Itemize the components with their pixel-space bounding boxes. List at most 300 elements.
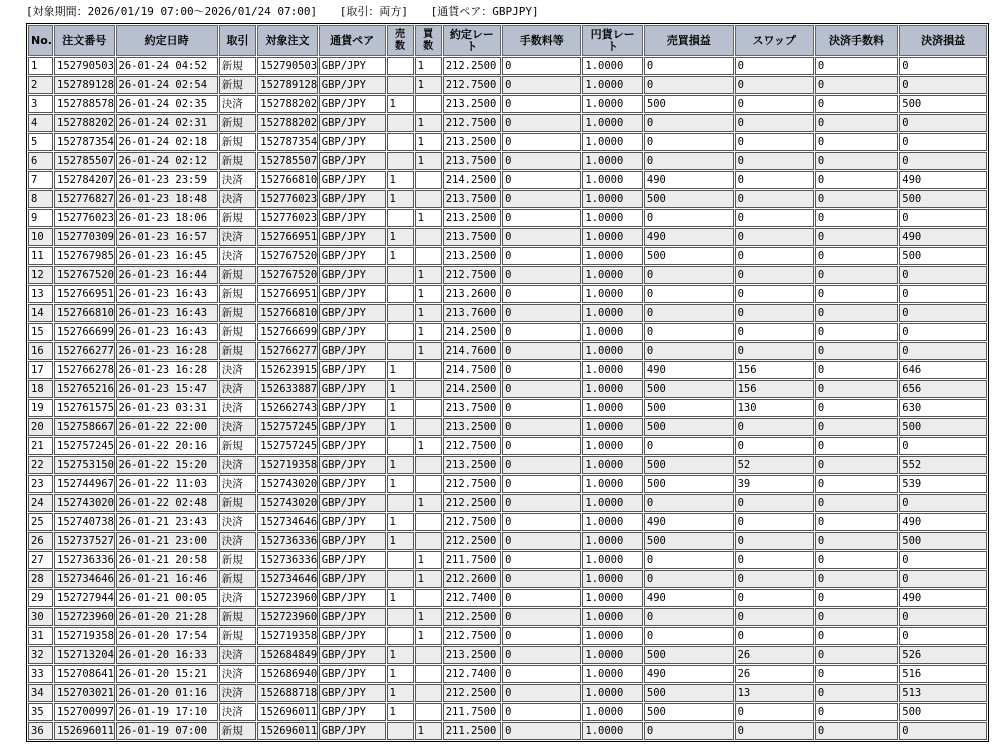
cell-target-order: 152766810 xyxy=(257,304,317,322)
cell-target-order: 152766951 xyxy=(257,285,317,303)
cell-trading-pl: 0 xyxy=(644,266,734,284)
cell-settlement-fee: 0 xyxy=(815,399,898,417)
cell-fees: 0 xyxy=(502,513,581,531)
cell-settlement-fee: 0 xyxy=(815,171,898,189)
cell-swap: 0 xyxy=(735,551,814,569)
cell-settlement-fee: 0 xyxy=(815,95,898,113)
cell-buy-qty: 1 xyxy=(415,57,442,75)
cell-sell-qty xyxy=(387,152,414,170)
filter-summary xyxy=(26,4,555,20)
cell-order-id: 152700997 xyxy=(54,703,114,721)
cell-no: 19 xyxy=(28,399,53,417)
cell-fees: 0 xyxy=(502,57,581,75)
cell-executed-at: 26-01-23 16:44 xyxy=(116,266,218,284)
cell-target-order: 152723960 xyxy=(257,608,317,626)
cell-target-order: 152662743 xyxy=(257,399,317,417)
cell-target-order: 152734646 xyxy=(257,570,317,588)
cell-target-order: 152766951 xyxy=(257,228,317,246)
cell-trading-pl: 500 xyxy=(644,532,734,550)
col-header-target-order: 対象注文 xyxy=(257,25,317,56)
cell-order-id: 152766699 xyxy=(54,323,114,341)
cell-executed-at: 26-01-24 02:35 xyxy=(116,95,218,113)
cell-order-id: 152696011 xyxy=(54,722,114,740)
cell-sell-qty xyxy=(387,133,414,151)
cell-execution-rate: 212.2500 xyxy=(443,684,501,702)
cell-fees: 0 xyxy=(502,133,581,151)
cell-buy-qty xyxy=(415,95,442,113)
table-row xyxy=(28,646,987,664)
cell-buy-qty: 1 xyxy=(415,152,442,170)
cell-trading-pl: 0 xyxy=(644,304,734,322)
cell-currency-pair: GBP/JPY xyxy=(319,266,386,284)
cell-settlement-fee: 0 xyxy=(815,437,898,455)
cell-target-order: 152633887 xyxy=(257,380,317,398)
cell-buy-qty xyxy=(415,418,442,436)
cell-execution-rate: 211.7500 xyxy=(443,703,501,721)
col-header-no: No. xyxy=(28,25,53,56)
cell-yen-rate: 1.0000 xyxy=(582,95,642,113)
col-header-trade-type: 取引 xyxy=(219,25,257,56)
cell-sell-qty xyxy=(387,76,414,94)
cell-no: 17 xyxy=(28,361,53,379)
cell-settlement-fee: 0 xyxy=(815,380,898,398)
cell-trading-pl: 490 xyxy=(644,665,734,683)
cell-yen-rate: 1.0000 xyxy=(582,190,642,208)
cell-sell-qty: 1 xyxy=(387,665,414,683)
cell-order-id: 152776827 xyxy=(54,190,114,208)
cell-buy-qty: 1 xyxy=(415,304,442,322)
cell-trade-type: 新規 xyxy=(219,304,257,322)
cell-execution-rate: 212.7500 xyxy=(443,114,501,132)
cell-trade-type: 新規 xyxy=(219,57,257,75)
cell-yen-rate: 1.0000 xyxy=(582,589,642,607)
cell-trade-type: 決済 xyxy=(219,190,257,208)
cell-settlement-fee: 0 xyxy=(815,152,898,170)
cell-currency-pair: GBP/JPY xyxy=(319,513,386,531)
cell-trade-type: 決済 xyxy=(219,589,257,607)
cell-execution-rate: 213.2600 xyxy=(443,285,501,303)
cell-target-order: 152743020 xyxy=(257,475,317,493)
cell-swap: 0 xyxy=(735,76,814,94)
cell-settlement-pl: 539 xyxy=(899,475,987,493)
cell-yen-rate: 1.0000 xyxy=(582,418,642,436)
cell-trade-type: 決済 xyxy=(219,95,257,113)
cell-yen-rate: 1.0000 xyxy=(582,703,642,721)
cell-swap: 0 xyxy=(735,190,814,208)
cell-executed-at: 26-01-20 15:21 xyxy=(116,665,218,683)
cell-buy-qty xyxy=(415,190,442,208)
cell-yen-rate: 1.0000 xyxy=(582,380,642,398)
cell-execution-rate: 213.2500 xyxy=(443,456,501,474)
cell-sell-qty: 1 xyxy=(387,475,414,493)
cell-trade-type: 新規 xyxy=(219,551,257,569)
cell-fees: 0 xyxy=(502,532,581,550)
cell-currency-pair: GBP/JPY xyxy=(319,228,386,246)
cell-executed-at: 26-01-24 02:12 xyxy=(116,152,218,170)
cell-sell-qty xyxy=(387,266,414,284)
cell-trade-type: 新規 xyxy=(219,114,257,132)
table-row xyxy=(28,532,987,550)
cell-settlement-fee: 0 xyxy=(815,627,898,645)
cell-executed-at: 26-01-21 20:58 xyxy=(116,551,218,569)
cell-trading-pl: 0 xyxy=(644,152,734,170)
cell-settlement-pl: 0 xyxy=(899,266,987,284)
cell-sell-qty xyxy=(387,722,414,740)
cell-no: 22 xyxy=(28,456,53,474)
cell-fees: 0 xyxy=(502,95,581,113)
cell-settlement-pl: 500 xyxy=(899,247,987,265)
table-row xyxy=(28,684,987,702)
cell-order-id: 152753150 xyxy=(54,456,114,474)
cell-buy-qty xyxy=(415,247,442,265)
cell-sell-qty xyxy=(387,285,414,303)
cell-execution-rate: 213.7600 xyxy=(443,304,501,322)
cell-yen-rate: 1.0000 xyxy=(582,551,642,569)
cell-settlement-fee: 0 xyxy=(815,570,898,588)
cell-trading-pl: 0 xyxy=(644,437,734,455)
cell-no: 33 xyxy=(28,665,53,683)
cell-settlement-pl: 500 xyxy=(899,703,987,721)
cell-settlement-pl: 0 xyxy=(899,551,987,569)
cell-yen-rate: 1.0000 xyxy=(582,76,642,94)
currency-pair-label: [通貨ペア：GBPJPY] xyxy=(430,5,539,18)
cell-no: 16 xyxy=(28,342,53,360)
cell-swap: 0 xyxy=(735,437,814,455)
cell-trading-pl: 500 xyxy=(644,190,734,208)
cell-trade-type: 決済 xyxy=(219,456,257,474)
table-row xyxy=(28,114,987,132)
table-row xyxy=(28,247,987,265)
cell-target-order: 152785507 xyxy=(257,152,317,170)
cell-fees: 0 xyxy=(502,190,581,208)
cell-settlement-pl: 500 xyxy=(899,532,987,550)
cell-settlement-fee: 0 xyxy=(815,285,898,303)
cell-buy-qty xyxy=(415,703,442,721)
cell-currency-pair: GBP/JPY xyxy=(319,456,386,474)
cell-no: 7 xyxy=(28,171,53,189)
cell-currency-pair: GBP/JPY xyxy=(319,76,386,94)
cell-fees: 0 xyxy=(502,76,581,94)
cell-target-order: 152723960 xyxy=(257,589,317,607)
cell-order-id: 152743020 xyxy=(54,494,114,512)
cell-executed-at: 26-01-22 02:48 xyxy=(116,494,218,512)
trade-type-label: [取引：両方] xyxy=(339,5,409,18)
table-row xyxy=(28,437,987,455)
cell-execution-rate: 212.2600 xyxy=(443,570,501,588)
cell-executed-at: 26-01-23 16:28 xyxy=(116,361,218,379)
cell-currency-pair: GBP/JPY xyxy=(319,437,386,455)
cell-no: 31 xyxy=(28,627,53,645)
cell-currency-pair: GBP/JPY xyxy=(319,304,386,322)
cell-target-order: 152734646 xyxy=(257,513,317,531)
cell-executed-at: 26-01-21 23:43 xyxy=(116,513,218,531)
table-row xyxy=(28,171,987,189)
cell-yen-rate: 1.0000 xyxy=(582,399,642,417)
cell-order-id: 152740738 xyxy=(54,513,114,531)
cell-settlement-pl: 0 xyxy=(899,114,987,132)
cell-fees: 0 xyxy=(502,342,581,360)
cell-settlement-fee: 0 xyxy=(815,551,898,569)
cell-settlement-pl: 490 xyxy=(899,513,987,531)
cell-currency-pair: GBP/JPY xyxy=(319,703,386,721)
cell-execution-rate: 213.2500 xyxy=(443,209,501,227)
cell-swap: 0 xyxy=(735,323,814,341)
cell-executed-at: 26-01-23 16:57 xyxy=(116,228,218,246)
cell-yen-rate: 1.0000 xyxy=(582,665,642,683)
cell-trade-type: 決済 xyxy=(219,399,257,417)
cell-currency-pair: GBP/JPY xyxy=(319,152,386,170)
cell-buy-qty xyxy=(415,361,442,379)
cell-settlement-fee: 0 xyxy=(815,76,898,94)
cell-execution-rate: 213.2500 xyxy=(443,133,501,151)
cell-swap: 26 xyxy=(735,665,814,683)
cell-no: 36 xyxy=(28,722,53,740)
cell-yen-rate: 1.0000 xyxy=(582,266,642,284)
cell-settlement-fee: 0 xyxy=(815,589,898,607)
cell-settlement-fee: 0 xyxy=(815,475,898,493)
cell-settlement-fee: 0 xyxy=(815,114,898,132)
table-row xyxy=(28,399,987,417)
cell-trading-pl: 0 xyxy=(644,627,734,645)
cell-buy-qty xyxy=(415,665,442,683)
cell-sell-qty: 1 xyxy=(387,228,414,246)
table-row xyxy=(28,494,987,512)
cell-trading-pl: 0 xyxy=(644,133,734,151)
cell-trade-type: 決済 xyxy=(219,703,257,721)
cell-trading-pl: 0 xyxy=(644,323,734,341)
cell-executed-at: 26-01-23 16:43 xyxy=(116,285,218,303)
cell-fees: 0 xyxy=(502,627,581,645)
cell-settlement-fee: 0 xyxy=(815,608,898,626)
cell-yen-rate: 1.0000 xyxy=(582,532,642,550)
cell-currency-pair: GBP/JPY xyxy=(319,608,386,626)
cell-target-order: 152790503 xyxy=(257,57,317,75)
cell-target-order: 152743020 xyxy=(257,494,317,512)
cell-currency-pair: GBP/JPY xyxy=(319,190,386,208)
cell-sell-qty: 1 xyxy=(387,380,414,398)
cell-fees: 0 xyxy=(502,209,581,227)
cell-execution-rate: 214.2500 xyxy=(443,380,501,398)
cell-order-id: 152776023 xyxy=(54,209,114,227)
cell-fees: 0 xyxy=(502,684,581,702)
cell-buy-qty: 1 xyxy=(415,494,442,512)
cell-buy-qty xyxy=(415,380,442,398)
cell-sell-qty xyxy=(387,627,414,645)
cell-target-order: 152766699 xyxy=(257,323,317,341)
cell-sell-qty: 1 xyxy=(387,399,414,417)
cell-executed-at: 26-01-23 18:06 xyxy=(116,209,218,227)
cell-fees: 0 xyxy=(502,304,581,322)
cell-currency-pair: GBP/JPY xyxy=(319,361,386,379)
cell-yen-rate: 1.0000 xyxy=(582,133,642,151)
cell-buy-qty: 1 xyxy=(415,551,442,569)
cell-settlement-fee: 0 xyxy=(815,456,898,474)
cell-order-id: 152790503 xyxy=(54,57,114,75)
cell-no: 35 xyxy=(28,703,53,721)
cell-buy-qty: 1 xyxy=(415,608,442,626)
cell-target-order: 152776023 xyxy=(257,190,317,208)
cell-settlement-pl: 552 xyxy=(899,456,987,474)
cell-order-id: 152713204 xyxy=(54,646,114,664)
cell-no: 34 xyxy=(28,684,53,702)
cell-yen-rate: 1.0000 xyxy=(582,437,642,455)
col-header-sell-qty: 売 数 xyxy=(387,25,414,56)
cell-settlement-pl: 500 xyxy=(899,190,987,208)
cell-order-id: 152765216 xyxy=(54,380,114,398)
cell-settlement-pl: 0 xyxy=(899,437,987,455)
cell-buy-qty xyxy=(415,228,442,246)
cell-buy-qty: 1 xyxy=(415,133,442,151)
period-label: [対象期間：2026/01/19 07:00～2026/01/24 07:00] xyxy=(26,5,318,18)
cell-executed-at: 26-01-23 03:31 xyxy=(116,399,218,417)
cell-fees: 0 xyxy=(502,323,581,341)
cell-sell-qty xyxy=(387,437,414,455)
cell-settlement-pl: 0 xyxy=(899,494,987,512)
cell-yen-rate: 1.0000 xyxy=(582,608,642,626)
cell-executed-at: 26-01-23 23:59 xyxy=(116,171,218,189)
cell-trade-type: 新規 xyxy=(219,152,257,170)
cell-yen-rate: 1.0000 xyxy=(582,494,642,512)
cell-no: 10 xyxy=(28,228,53,246)
cell-swap: 0 xyxy=(735,171,814,189)
cell-buy-qty xyxy=(415,532,442,550)
cell-no: 6 xyxy=(28,152,53,170)
cell-settlement-pl: 0 xyxy=(899,133,987,151)
cell-order-id: 152766277 xyxy=(54,342,114,360)
cell-executed-at: 26-01-23 16:43 xyxy=(116,304,218,322)
cell-trade-type: 新規 xyxy=(219,76,257,94)
cell-currency-pair: GBP/JPY xyxy=(319,475,386,493)
cell-trading-pl: 500 xyxy=(644,684,734,702)
cell-execution-rate: 212.7500 xyxy=(443,437,501,455)
cell-executed-at: 26-01-20 01:16 xyxy=(116,684,218,702)
cell-buy-qty: 1 xyxy=(415,570,442,588)
cell-execution-rate: 213.2500 xyxy=(443,418,501,436)
cell-buy-qty: 1 xyxy=(415,323,442,341)
cell-trading-pl: 500 xyxy=(644,456,734,474)
cell-order-id: 152770309 xyxy=(54,228,114,246)
cell-swap: 0 xyxy=(735,570,814,588)
cell-fees: 0 xyxy=(502,722,581,740)
cell-settlement-pl: 490 xyxy=(899,228,987,246)
cell-fees: 0 xyxy=(502,703,581,721)
cell-trading-pl: 0 xyxy=(644,608,734,626)
cell-fees: 0 xyxy=(502,551,581,569)
cell-settlement-fee: 0 xyxy=(815,57,898,75)
cell-target-order: 152757245 xyxy=(257,437,317,455)
cell-trade-type: 決済 xyxy=(219,418,257,436)
cell-execution-rate: 213.7500 xyxy=(443,228,501,246)
table-row xyxy=(28,57,987,75)
cell-yen-rate: 1.0000 xyxy=(582,323,642,341)
cell-settlement-fee: 0 xyxy=(815,304,898,322)
cell-execution-rate: 212.2500 xyxy=(443,57,501,75)
cell-settlement-pl: 0 xyxy=(899,209,987,227)
cell-sell-qty xyxy=(387,494,414,512)
cell-target-order: 152696011 xyxy=(257,703,317,721)
cell-executed-at: 26-01-23 16:28 xyxy=(116,342,218,360)
cell-order-id: 152766278 xyxy=(54,361,114,379)
table-row xyxy=(28,456,987,474)
col-header-settlement-pl: 決済損益 xyxy=(899,25,987,56)
cell-trade-type: 決済 xyxy=(219,684,257,702)
table-row xyxy=(28,380,987,398)
cell-executed-at: 26-01-22 22:00 xyxy=(116,418,218,436)
cell-buy-qty: 1 xyxy=(415,76,442,94)
cell-no: 26 xyxy=(28,532,53,550)
cell-currency-pair: GBP/JPY xyxy=(319,342,386,360)
cell-no: 27 xyxy=(28,551,53,569)
cell-settlement-pl: 0 xyxy=(899,285,987,303)
cell-executed-at: 26-01-24 02:54 xyxy=(116,76,218,94)
cell-trade-type: 決済 xyxy=(219,646,257,664)
cell-execution-rate: 213.2500 xyxy=(443,646,501,664)
cell-buy-qty xyxy=(415,589,442,607)
cell-executed-at: 26-01-21 16:46 xyxy=(116,570,218,588)
cell-target-order: 152686940 xyxy=(257,665,317,683)
cell-settlement-pl: 526 xyxy=(899,646,987,664)
cell-trade-type: 新規 xyxy=(219,266,257,284)
cell-settlement-fee: 0 xyxy=(815,513,898,531)
col-header-fees: 手数料等 xyxy=(502,25,581,56)
cell-settlement-fee: 0 xyxy=(815,646,898,664)
table-row xyxy=(28,190,987,208)
cell-settlement-pl: 0 xyxy=(899,722,987,740)
table-row xyxy=(28,133,987,151)
table-row xyxy=(28,418,987,436)
cell-sell-qty xyxy=(387,608,414,626)
cell-target-order: 152719358 xyxy=(257,627,317,645)
cell-currency-pair: GBP/JPY xyxy=(319,380,386,398)
cell-no: 1 xyxy=(28,57,53,75)
cell-currency-pair: GBP/JPY xyxy=(319,209,386,227)
cell-currency-pair: GBP/JPY xyxy=(319,114,386,132)
cell-currency-pair: GBP/JPY xyxy=(319,171,386,189)
cell-no: 25 xyxy=(28,513,53,531)
cell-sell-qty: 1 xyxy=(387,456,414,474)
cell-sell-qty: 1 xyxy=(387,589,414,607)
cell-no: 23 xyxy=(28,475,53,493)
cell-execution-rate: 211.2500 xyxy=(443,722,501,740)
cell-execution-rate: 212.2500 xyxy=(443,608,501,626)
cell-executed-at: 26-01-24 02:31 xyxy=(116,114,218,132)
cell-fees: 0 xyxy=(502,665,581,683)
table-row xyxy=(28,76,987,94)
cell-fees: 0 xyxy=(502,437,581,455)
cell-swap: 0 xyxy=(735,95,814,113)
cell-trade-type: 新規 xyxy=(219,627,257,645)
cell-settlement-pl: 500 xyxy=(899,95,987,113)
cell-fees: 0 xyxy=(502,399,581,417)
cell-settlement-fee: 0 xyxy=(815,532,898,550)
cell-target-order: 152688718 xyxy=(257,684,317,702)
cell-execution-rate: 213.7500 xyxy=(443,152,501,170)
cell-target-order: 152766277 xyxy=(257,342,317,360)
cell-trading-pl: 490 xyxy=(644,513,734,531)
cell-swap: 0 xyxy=(735,608,814,626)
cell-buy-qty: 1 xyxy=(415,627,442,645)
cell-execution-rate: 214.7600 xyxy=(443,342,501,360)
cell-no: 4 xyxy=(28,114,53,132)
cell-order-id: 152761575 xyxy=(54,399,114,417)
cell-execution-rate: 212.7400 xyxy=(443,589,501,607)
cell-currency-pair: GBP/JPY xyxy=(319,399,386,417)
cell-swap: 130 xyxy=(735,399,814,417)
cell-fees: 0 xyxy=(502,247,581,265)
cell-fees: 0 xyxy=(502,380,581,398)
table-row xyxy=(28,703,987,721)
cell-settlement-pl: 516 xyxy=(899,665,987,683)
